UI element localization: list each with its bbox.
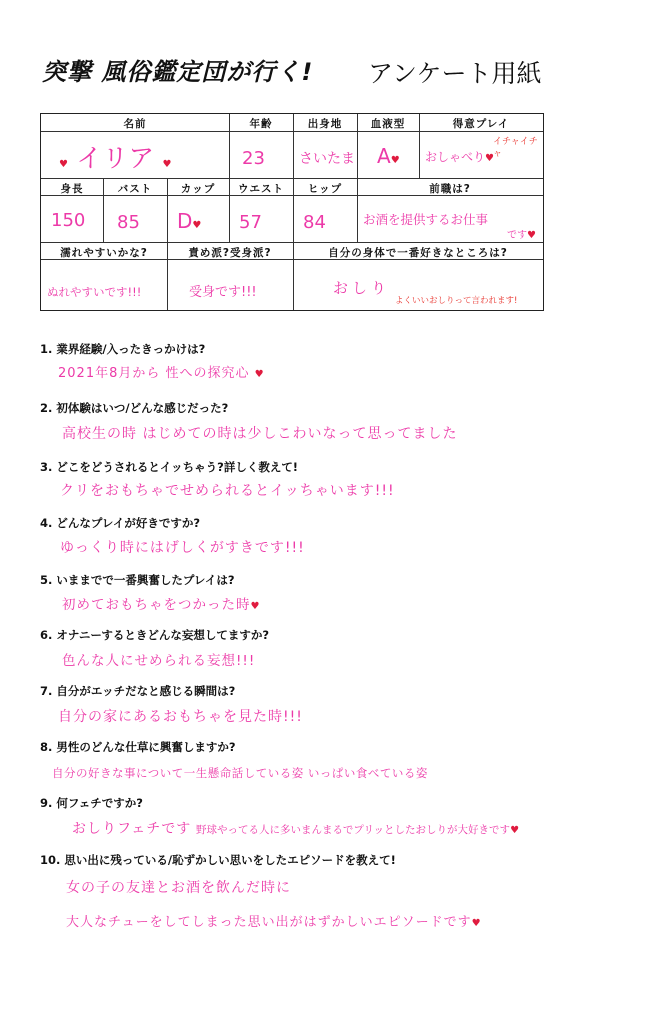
answer-5: 初めておもちゃをつかった時♥ bbox=[62, 597, 261, 613]
label-previous-job: 前職は? bbox=[429, 183, 471, 195]
answer-1: 2021年8月から 性への探究心 ♥ bbox=[58, 366, 265, 381]
heart-icon: ♥ bbox=[527, 230, 536, 241]
label-blood: 血液型 bbox=[370, 118, 406, 130]
heart-icon: ♥ bbox=[254, 369, 265, 380]
value-wet: ぬれやすいです!!! bbox=[47, 285, 142, 299]
survey-title: 突撃 風俗鑑定団が行く! bbox=[42, 58, 314, 86]
value-specialty-1: おしゃべり♥ bbox=[425, 150, 494, 164]
survey-subtitle: アンケート用紙 bbox=[368, 59, 542, 88]
heart-icon: ♥ bbox=[390, 155, 400, 166]
question-7: 7. 自分がエッチだなと感じる瞬間は? bbox=[40, 684, 236, 698]
value-blood: A♥ bbox=[377, 144, 400, 168]
answer-3: クリをおもちゃでせめられるとイッちゃいます!!! bbox=[60, 483, 395, 499]
value-height: 150 bbox=[51, 210, 86, 231]
question-2: 2. 初体験はいつ/どんな感じだった? bbox=[40, 401, 229, 415]
label-sm: 責め派?受身派? bbox=[188, 247, 272, 259]
question-1: 1. 業界経験/入ったきっかけは? bbox=[40, 342, 206, 356]
value-hip: 84 bbox=[303, 212, 326, 233]
question-10: 10. 思い出に残っている/恥ずかしい思いをしたエピソードを教えて! bbox=[40, 853, 396, 867]
value-specialty-2: イチャイチャ bbox=[493, 137, 538, 159]
heart-icon: ♥ bbox=[192, 220, 202, 231]
heart-icon: ♥ bbox=[250, 601, 261, 612]
question-9: 9. 何フェチですか? bbox=[40, 796, 143, 810]
answer-6: 色んな人にせめられる妄想!!! bbox=[62, 653, 256, 669]
label-age: 年齢 bbox=[249, 118, 273, 130]
value-age: 23 bbox=[242, 148, 265, 169]
label-hip: ヒップ bbox=[307, 183, 343, 195]
label-height: 身長 bbox=[60, 183, 84, 195]
question-4: 4. どんなプレイが好きですか? bbox=[40, 516, 201, 530]
heart-icon: ♥ bbox=[59, 159, 68, 170]
answer-10-line-1: 女の子の友達とお酒を飲んだ時に bbox=[66, 880, 291, 896]
heart-icon: ♥ bbox=[510, 825, 520, 836]
heart-icon: ♥ bbox=[162, 159, 172, 170]
answer-2: 高校生の時 はじめての時は少しこわいなって思ってました bbox=[62, 426, 458, 442]
value-cup: D♥ bbox=[177, 209, 202, 233]
value-favorite-part: おしり bbox=[333, 279, 391, 297]
question-3: 3. どこをどうされるとイッちゃう?詳しく教えて! bbox=[40, 460, 299, 474]
question-8: 8. 男性のどんな仕草に興奮しますか? bbox=[40, 740, 236, 754]
value-sm: 受身です!!! bbox=[189, 285, 257, 300]
answer-9-detail: 野球やってる人に多いまんまるでプリッとしたおしりが大好きです♥ bbox=[196, 824, 520, 836]
heart-icon: ♥ bbox=[471, 918, 482, 929]
label-favorite-part: 自分の身体で一番好きなところは? bbox=[328, 247, 508, 259]
label-cup: カップ bbox=[180, 183, 216, 195]
profile-form bbox=[40, 113, 544, 311]
label-waist: ウエスト bbox=[238, 183, 284, 195]
answer-10-line-2: 大人なチューをしてしまった思い出がはずかしいエピソードです♥ bbox=[66, 915, 482, 930]
question-5: 5. いままでで一番興奮したプレイは? bbox=[40, 573, 235, 587]
value-bust: 85 bbox=[117, 212, 140, 233]
answer-8: 自分の好きな事について一生懸命話している姿 いっぱい食べている姿 bbox=[52, 766, 428, 780]
label-bust: バスト bbox=[117, 183, 153, 195]
label-name: 名前 bbox=[123, 118, 147, 130]
label-wet: 濡れやすいかな? bbox=[60, 247, 148, 259]
value-name: ♥ イリア ♥ bbox=[59, 144, 172, 174]
value-favorite-part-note: よくいいおしりって言われます! bbox=[395, 296, 518, 306]
heart-icon: ♥ bbox=[485, 153, 494, 164]
value-waist: 57 bbox=[239, 212, 262, 233]
label-specialty: 得意プレイ bbox=[452, 118, 510, 130]
answer-7: 自分の家にあるおもちゃを見た時!!! bbox=[58, 709, 303, 725]
label-birthplace: 出身地 bbox=[307, 118, 343, 130]
value-birthplace: さいたま bbox=[299, 151, 355, 167]
answer-9: おしりフェチです bbox=[72, 821, 192, 837]
value-previous-job-1: お酒を提供するお仕事 bbox=[363, 212, 489, 227]
value-previous-job-2: です♥ bbox=[507, 230, 536, 241]
answer-4: ゆっくり時にはげしくがすきです!!! bbox=[60, 540, 305, 556]
question-6: 6. オナニーするときどんな妄想してますか? bbox=[40, 628, 270, 642]
